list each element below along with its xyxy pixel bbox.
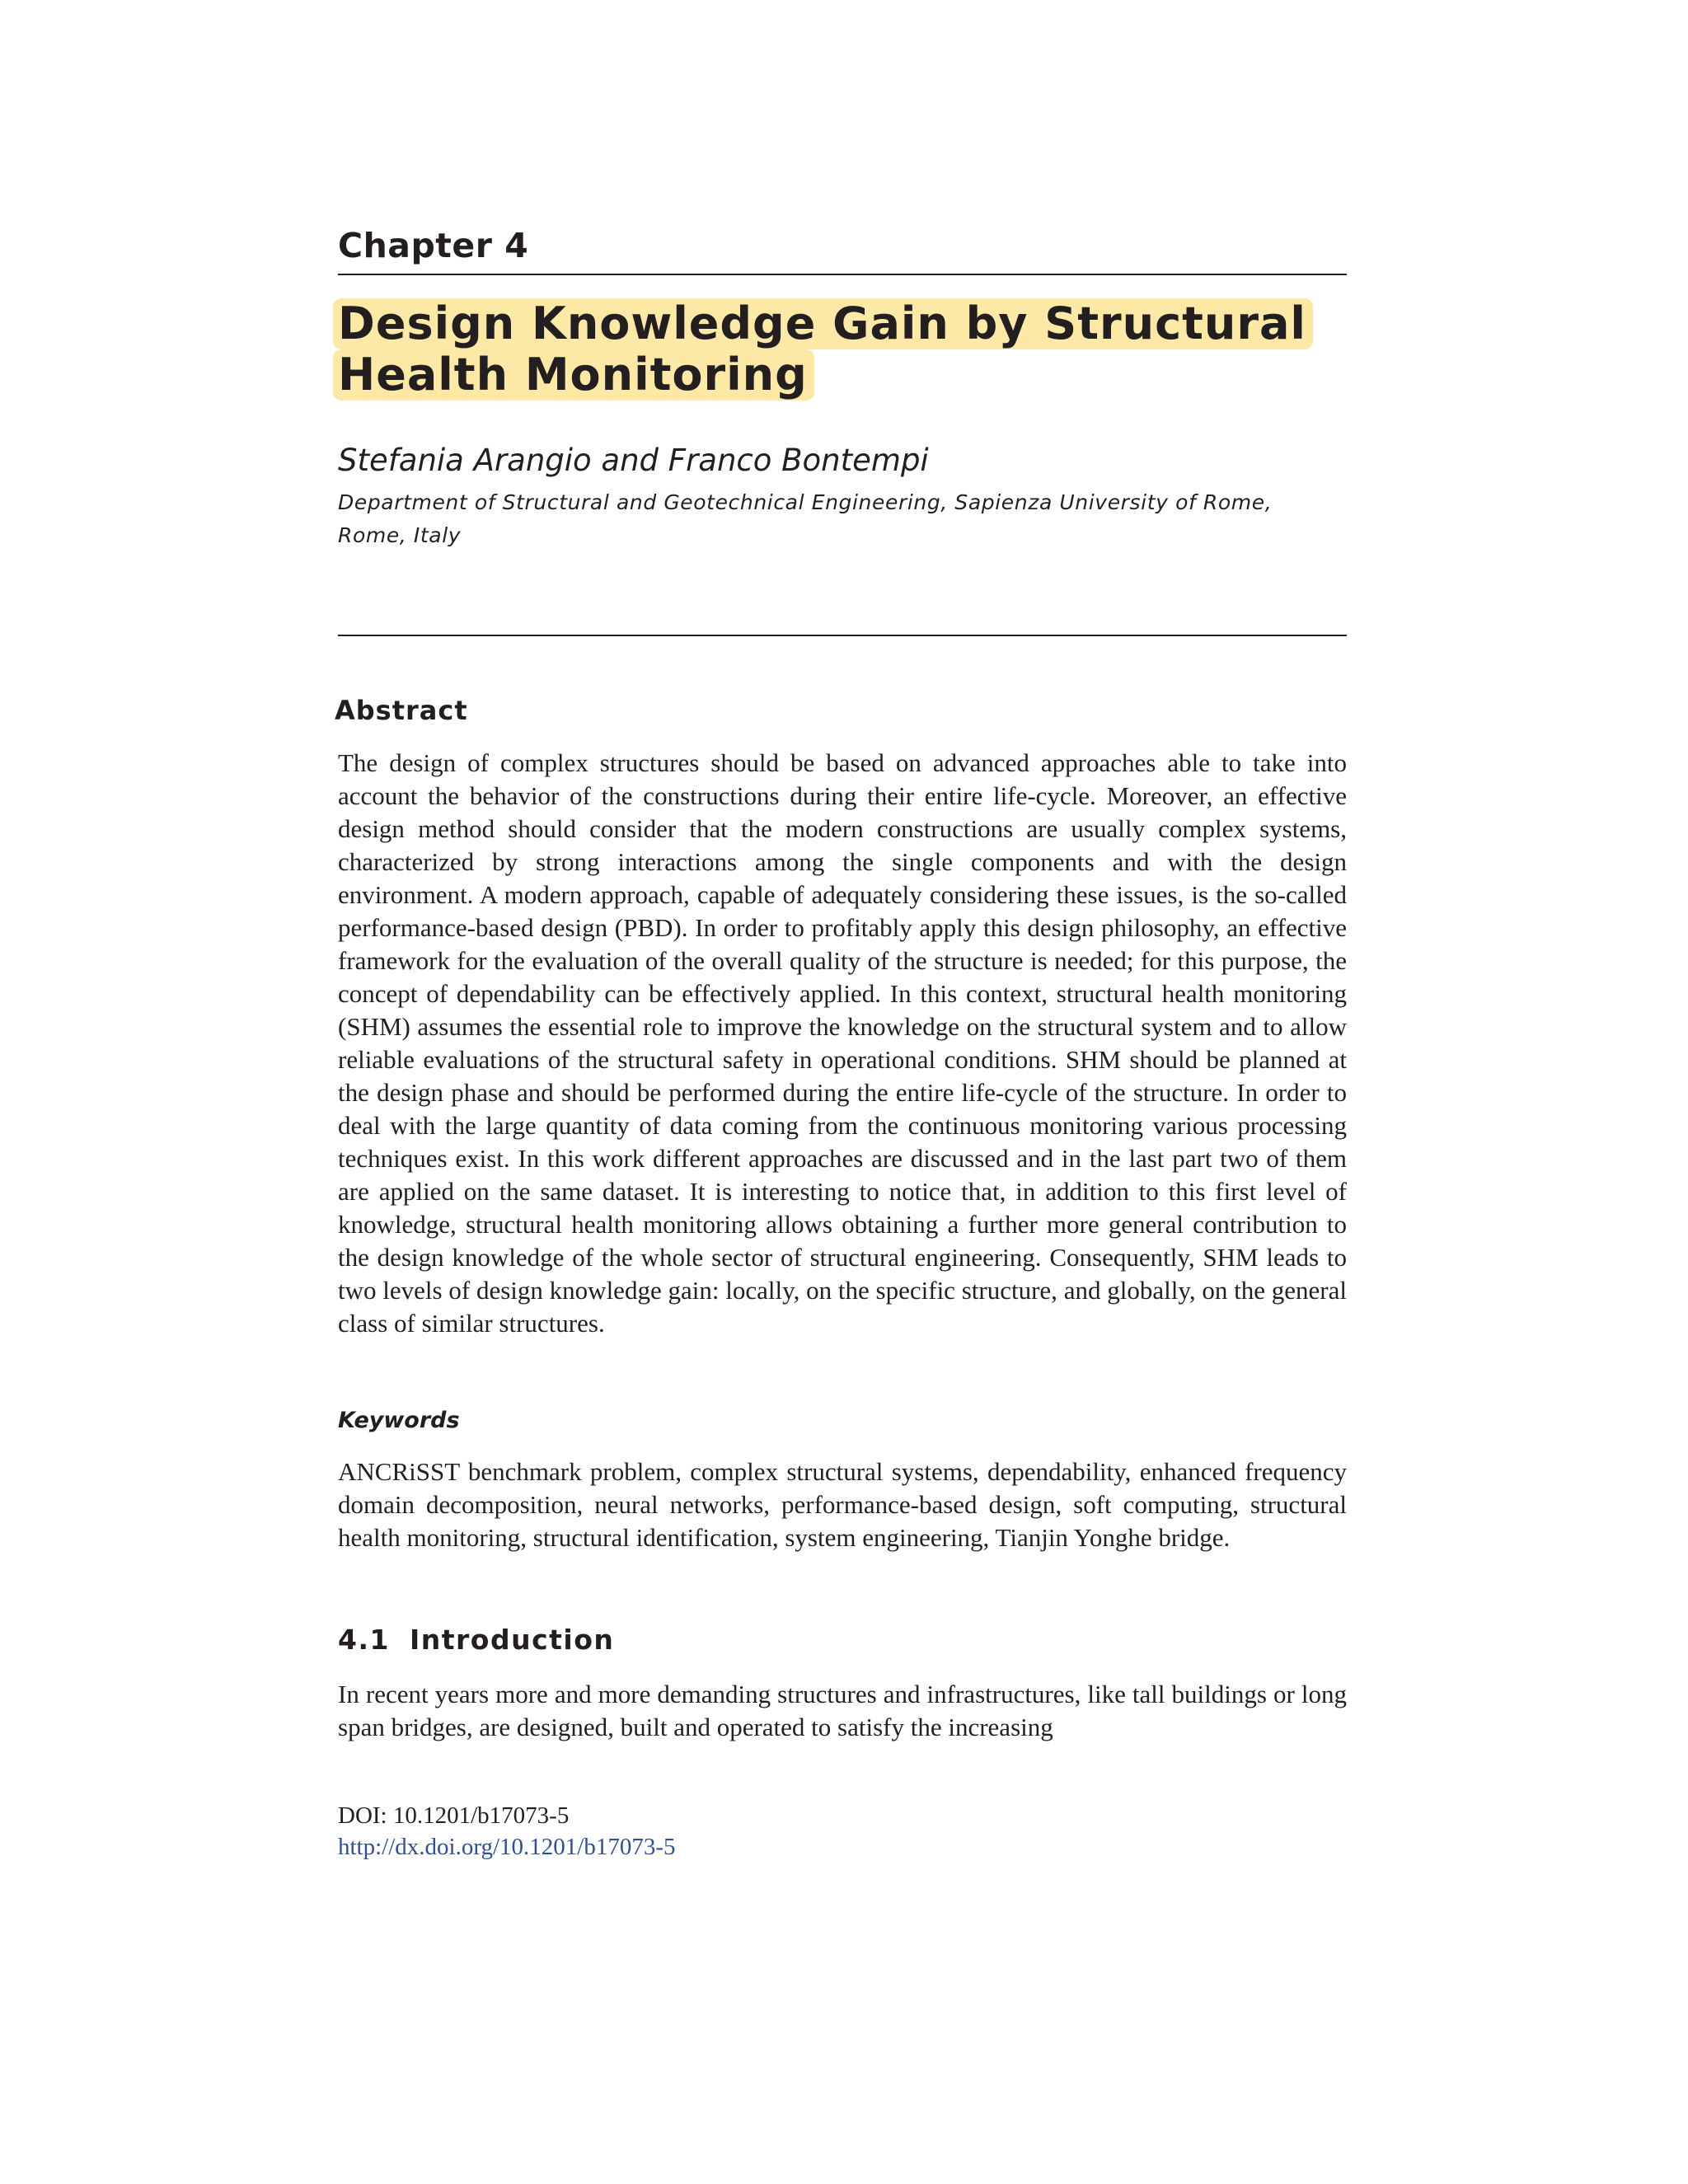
chapter-title-line-2: Health Monitoring — [333, 349, 814, 401]
chapter-title — [333, 298, 1347, 401]
doi-link[interactable]: http://dx.doi.org/10.1201/b17073-5 — [338, 1834, 676, 1860]
section-heading-introduction — [338, 1622, 1347, 1658]
doi-footer — [338, 1800, 1347, 1863]
chapter-title-line-1: Design Knowledge Gain by Structural — [333, 298, 1313, 349]
chapter-page — [335, 223, 1347, 1863]
introduction-text: In recent years more and more demanding structures and infrastructures, like tall buildings or long span bridges, are designed, built and operated to satisfy the increasing — [338, 1680, 1347, 1741]
chapter-label: Chapter 4 — [338, 223, 1347, 275]
keywords-heading: Keywords — [338, 1408, 460, 1433]
header-divider — [338, 635, 1347, 636]
doi-text: DOI: 10.1201/b17073-5 — [338, 1802, 570, 1829]
keywords-text: ANCRiSST benchmark problem, complex structural systems, dependability, enhanced frequency domain decomposition, neural networks, performance-based design, soft computing, structural health monitoring, structural identification, system engineering, Tianjin Yonghe bridge. — [338, 1457, 1347, 1552]
abstract-heading: Abstract — [335, 695, 468, 726]
section-title: Introduction — [409, 1624, 615, 1656]
affiliation: Department of Structural and Geotechnical Engineering, Sapienza University of Rome, Rome, Italy — [338, 490, 1273, 547]
section-number: 4.1 — [338, 1624, 390, 1656]
authors: Stefania Arangio and Franco Bontempi — [338, 443, 929, 478]
abstract-text: The design of complex structures should be based on advanced approaches able to take into account the behavior of the constructions during their entire life-cycle. Moreover, an effective design method should consider that the modern constructions are usually complex systems, characterized by strong interactions among the single components and with the design environment. A modern approach, capable of adequately considering these issues, is the so-called performance-based design (PBD). In order to profitably apply this design philosophy, an effective framework for the evaluation of the overall quality of the structure is needed; for this purpose, the concept of dependability can be effectively applied. In this context, structural health monitoring (SHM) assumes the essential role to improve the knowledge on the structural system and to allow reliable evaluations of the structural safety in operational conditions. SHM should be planned at the design phase and should be performed during the entire life-cycle of the structure. In order to deal with the large quantity of data coming from the continuous monitoring various processing techniques exist. In this work different approaches are discussed and in the last part two of them are applied on the same dataset. It is interesting to notice that, in addition to this first level of knowledge, structural health monitoring allows obtaining a further more general contribution to the design knowledge of the whole sector of structural engineering. Consequently, SHM leads to two levels of design knowledge gain: locally, on the specific structure, and globally, on the general class of similar structures. — [338, 748, 1347, 1338]
